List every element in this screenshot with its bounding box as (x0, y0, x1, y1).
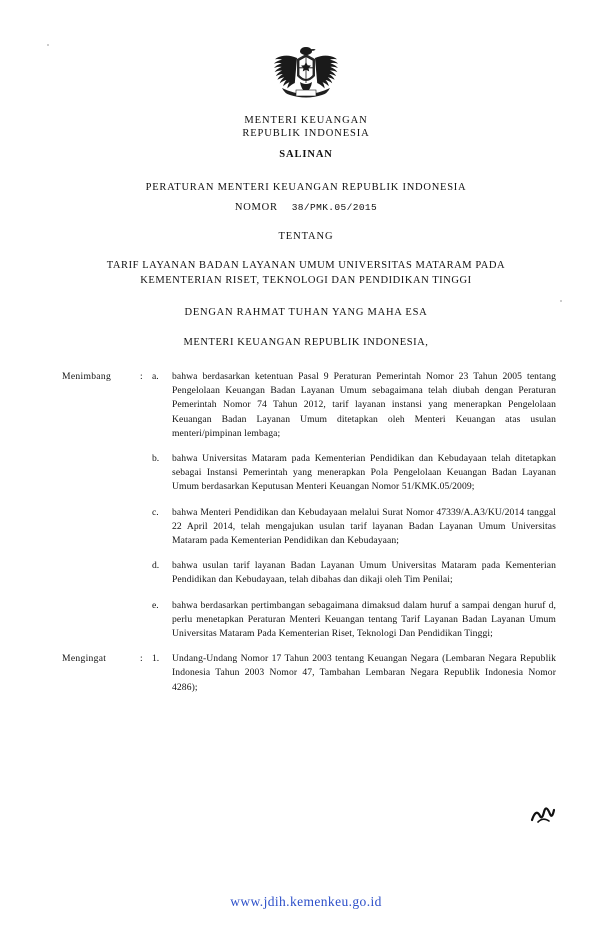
considering-marker-e: e. (152, 599, 159, 611)
considering-item-d (62, 559, 556, 587)
blessing-line: DENGAN RAHMAT TUHAN YANG MAHA ESA (184, 307, 428, 318)
remembering-text-1: Undang-Undang Nomor 17 Tahun 2003 tentang Keuangan Negara (Lembaran Negara Republik Indonesia Tahun 2003 Nomor 47, Tambahan Lembaran Negara Republik Indonesia Nomor 4286); (172, 653, 556, 693)
subject-line-1: TARIF LAYANAN BADAN LAYANAN UMUM UNIVERSITAS MATARAM PADA (106, 260, 506, 271)
considering-text-e: bahwa berdasarkan pertimbangan sebagaimana dimaksud dalam huruf a sampai dengan huruf d, perlu menetapkan Peraturan Menteri Keuangan tentang Tarif Layanan Badan Layanan Umum Universitas Mataram Pada Kementerian Riset, Teknologi Dan Pendidikan Tinggi; (172, 599, 556, 640)
considering-text-c: bahwa Menteri Pendidikan dan Kebudayaan melalui Surat Nomor 47339/A.A3/KU/2014 tanggal 22 April 2014, telah mengajukan usulan tarif layanan Badan Layanan Umum Universitas Mataram pada Kementerian Pendidikan dan Kebudayaan; (172, 506, 556, 547)
considering-item-a (62, 370, 556, 441)
footer-url[interactable]: www.jdih.kemenkeu.go.id (230, 894, 382, 909)
ministry-line-1: MENTERI KEUANGAN (244, 115, 368, 126)
considering-marker-a: a. (152, 371, 159, 382)
considering-marker-c: c. (152, 506, 159, 518)
considering-item-e (62, 599, 556, 642)
copy-label: SALINAN (279, 149, 333, 160)
considering-label: Menimbang (62, 371, 112, 382)
considering-item-c (62, 506, 556, 549)
remembering-marker-1: 1. (152, 653, 160, 665)
subject-line-2: KEMENTERIAN RISET, TEKNOLOGI DAN PENDIDIKAN TINGGI (140, 275, 472, 286)
ministry-heading (0, 114, 612, 140)
regulation-number (0, 202, 612, 213)
considering-text-b: bahwa Universitas Mataram pada Kementerian Pendidikan dan Kebudayaan telah ditetapkan sebagai Instansi Pemerintah yang menerapkan Pola Pengelolaan Keuangan Badan Layanan Umum berdasarkan Keputusan Menteri Keuangan Nomor 51/KMK.05/2009; (172, 453, 556, 493)
number-value: 38/PMK.05/2015 (291, 202, 378, 213)
considering-marker-b: b. (152, 453, 160, 465)
document-body (0, 370, 612, 695)
considering-text-a: bahwa berdasarkan ketentuan Pasal 9 Peraturan Pemerintah Nomor 23 Tahun 2005 tentang Pengelolaan Keuangan Badan Layanan Umum sebagaimana telah diubah dengan Peraturan Pemerintah Nomor 74 Tahun 2012, tarif layanan instansi yang menerapkan Pengelolaan Keuangan Badan Layanan Umum ditetapkan oleh Menteri Keuangan atas usulan menteri/pimpinan lembaga; (172, 371, 556, 439)
scan-speck (560, 300, 562, 302)
remembering-label: Mengingat (62, 653, 107, 665)
regulation-subject (0, 258, 612, 288)
regulation-title: PERATURAN MENTERI KEUANGAN REPUBLIK INDONESIA (145, 182, 467, 193)
considering-colon: : (140, 371, 143, 382)
considering-marker-d: d. (152, 560, 160, 572)
scan-speck (47, 44, 49, 46)
remembering-item-1 (62, 652, 556, 695)
number-label: NOMOR (234, 202, 278, 213)
ministry-line-2: REPUBLIK INDONESIA (242, 128, 370, 139)
considering-text-d: bahwa usulan tarif layanan Badan Layanan Umum Universitas Mataram pada Kementerian Pendidikan dan Kebudayaan, telah dibahas dan dikaji oleh Tim Penilai; (172, 560, 556, 586)
ink-initial-mark (530, 800, 556, 824)
about-label: TENTANG (278, 231, 334, 242)
remembering-colon: : (140, 653, 143, 665)
garuda-pancasila-emblem (0, 38, 612, 110)
minister-line: MENTERI KEUANGAN REPUBLIK INDONESIA, (183, 337, 429, 348)
considering-item-b (62, 452, 556, 495)
